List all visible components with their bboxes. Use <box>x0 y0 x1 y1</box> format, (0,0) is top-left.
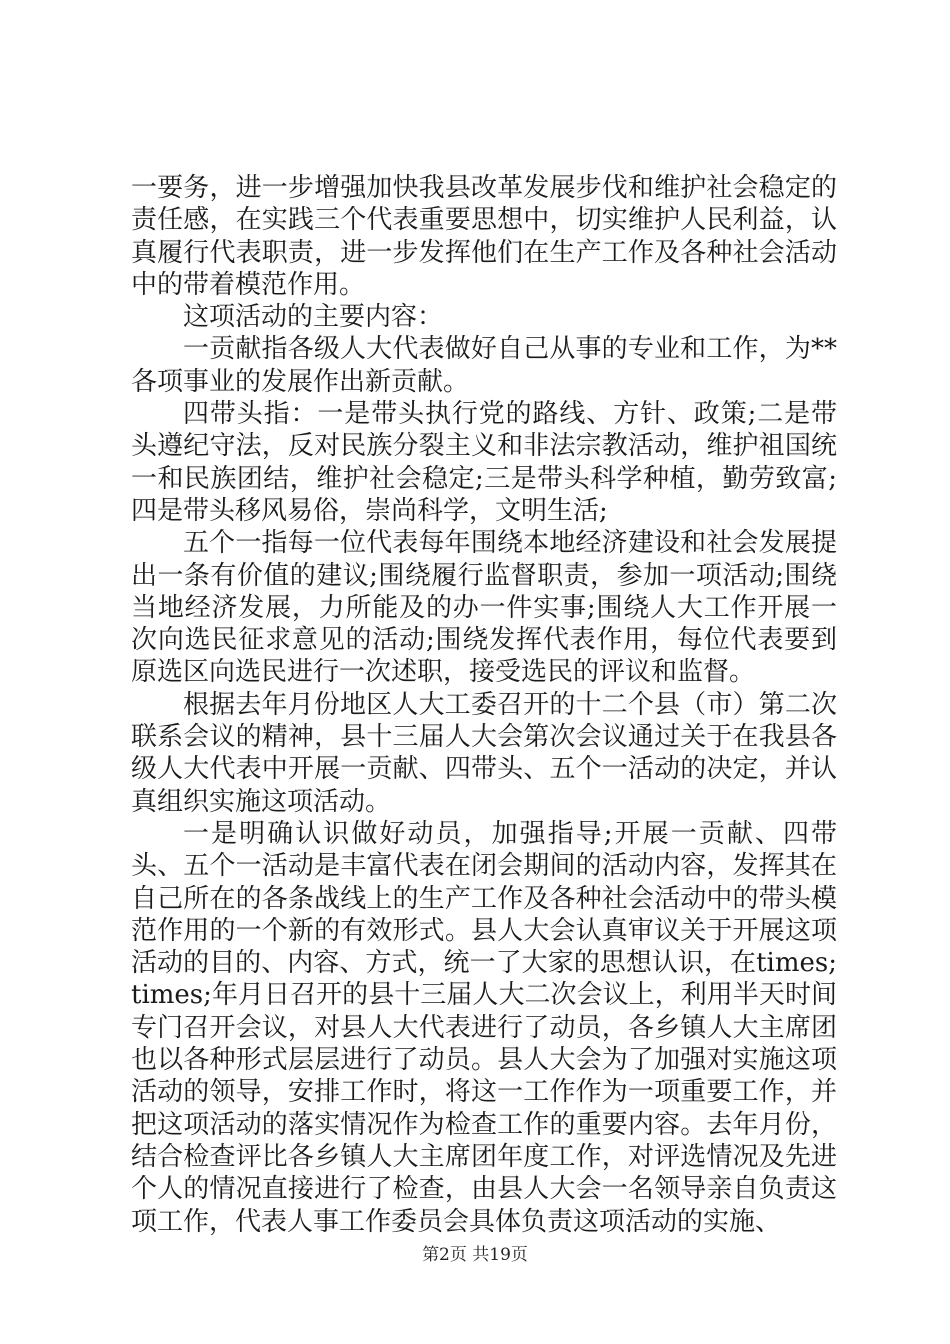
paragraph-4: 四带头指：一是带头执行党的路线、方针、政策;二是带头遵纪守法，反对民族分裂主义和非法宗教活动，维护祖国统一和民族团结，维护社会稳定;三是带头科学种植，勤劳致富;四是带头移风易俗，崇尚科学，文明生活; <box>131 399 837 526</box>
paragraph-7: 一是明确认识做好动员，加强指导;开展一贡献、四带头、五个一活动是丰富代表在闭会期间的活动内容，发挥其在自己所在的各条战线上的生产工作及各种社会活动中的带头模范作用的一个新的有效形式。县人大会认真审议关于开展这项活动的目的、内容、方式，统一了大家的思想认识，在times;times;年月日召开的县十三届人大二次会议上，利用半天时间专门召开会议，对县人大代表进行了动员，各乡镇人大主席团也以各种形式层层进行了动员。县人大会为了加强对实施这项活动的领导，安排工作时，将这一工作作为一项重要工作，并把这项活动的落实情况作为检查工作的重要内容。去年月份，结合检查评比各乡镇人大主席团年度工作，对评选情况及先进个人的情况直接进行了检查，由县人大会一名领导亲自负责这项工作，代表人事工作委员会具体负责这项活动的实施、 <box>131 818 837 1237</box>
page-number-footer: 第2页 共19页 <box>422 1245 528 1265</box>
paragraph-1: 一要务，进一步增强加快我县改革发展步伐和维护社会稳定的责任感，在实践三个代表重要思想中，切实维护人民利益，认真履行代表职责，进一步发挥他们在生产工作及各种社会活动中的带着模范作用。 <box>131 173 837 300</box>
paragraph-6: 根据去年月份地区人大工委召开的十二个县（市）第二次联系会议的精神，县十三届人大会第次会议通过关于在我县各级人大代表中开展一贡献、四带头、五个一活动的决定，并认真组织实施这项活动。 <box>131 689 837 817</box>
document-body <box>131 172 837 1238</box>
paragraph-2: 这项活动的主要内容： <box>183 302 444 333</box>
paragraph-5: 五个一指每一位代表每年围绕本地经济建设和社会发展提出一条有价值的建议;围绕履行监督职责，参加一项活动;围绕当地经济发展，力所能及的办一件实事;围绕人大工作开展一次向选民征求意见的活动;围绕发挥代表作用，每位代表要到原选区向选民进行一次述职，接受选民的评议和监督。 <box>131 528 837 688</box>
paragraph-3: 一贡献指各级人大代表做好自己从事的专业和工作，为**各项事业的发展作出新贡献。 <box>131 334 837 397</box>
